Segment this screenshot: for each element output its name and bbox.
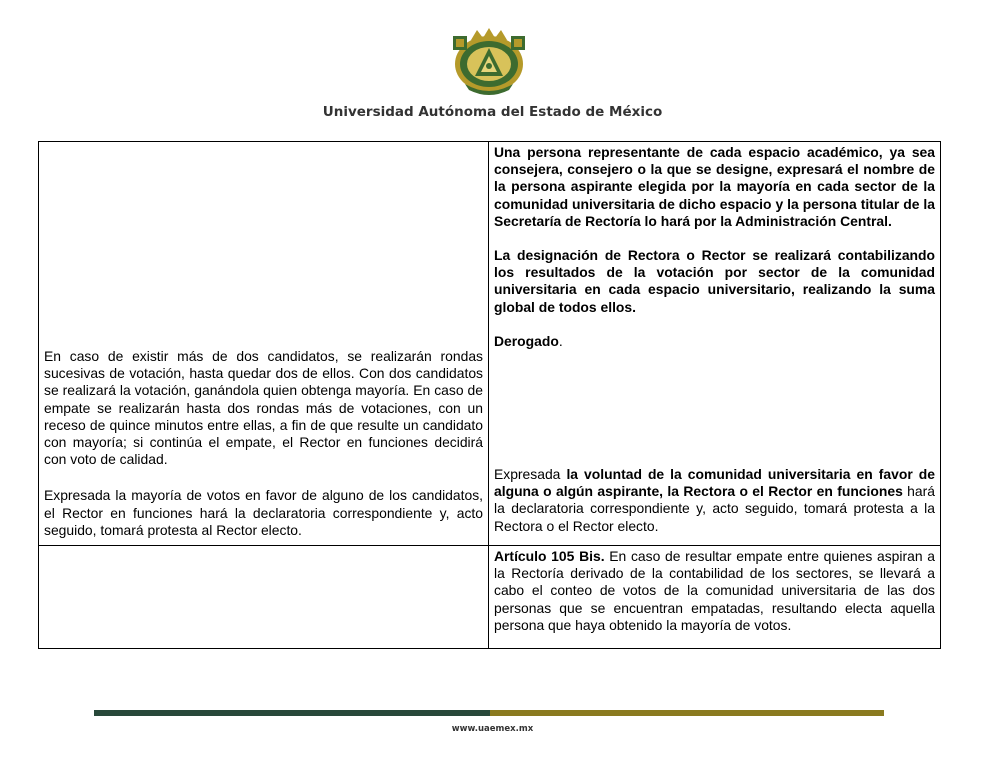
comparison-table	[38, 141, 941, 649]
paragraph-proposed-designation: La designación de Rectora o Rector se realizará contabilizando los resultados de la votación por sector de la comunidad universitaria en cada espacio universitario, realizando la suma global de todos ellos.	[494, 247, 935, 315]
table-cell-current-empty	[39, 546, 489, 649]
table-row	[39, 546, 941, 649]
paragraph-proposed-declaration: Expresada la voluntad de la comunidad universitaria en favor de alguna o algún aspirante, la Rectora o el Rector en funciones hará la declaratoria correspondiente y, acto seguido, tomará protesta a la Rectora o el Rector electo.	[494, 466, 935, 534]
paragraph-proposed-repealed: Derogado.	[494, 332, 563, 349]
table-cell-current-text	[39, 142, 489, 546]
table-cell-proposed-article	[489, 546, 941, 649]
paragraph-article-105-bis: Artículo 105 Bis. En caso de resultar empate entre quienes aspiran a la Rectoría derivado de la contabilidad de los sectores, se llevará a cabo el conteo de votos de la comunidad universitaria de las dos personas que se encuentran empatadas, resultando electa aquella persona que haya obtenido la mayoría de votos.	[494, 548, 935, 633]
paragraph-current-declaration: Expresada la mayoría de votos en favor de alguno de los candidatos, el Rector en funciones hará la declaratoria correspondiente y, acto seguido, tomará protesta al Rector electo.	[44, 487, 483, 538]
paragraph-proposed-representative: Una persona representante de cada espacio académico, ya sea consejera, consejero o la que se designe, expresará el nombre de la persona aspirante elegida por la mayoría en cada sector de la comunidad universitaria de dicho espacio y la persona titular de la Secretaría de Rectoría lo hará por la Administración Central.	[494, 144, 935, 229]
document-header	[0, 0, 985, 130]
university-name: Universidad Autónoma del Estado de México	[322, 104, 663, 120]
university-seal-logo	[449, 26, 529, 96]
table-row	[39, 142, 941, 546]
footer-website-url: www.uaemex.mx	[451, 724, 534, 734]
footer-green-line	[94, 710, 490, 716]
footer-gold-line	[490, 710, 884, 716]
paragraph-current-rounds: En caso de existir más de dos candidatos, se realizarán rondas sucesivas de votación, hasta quedar dos de ellos. Con dos candidatos se realizará la votación, ganándola quien obtenga mayoría. En caso de empate se realizarán hasta dos rondas más de votaciones, con un receso de quince minutos entre ellas, a fin de que resulte un candidato con mayoría; si continúa el empate, el Rector en funciones decidirá con voto de calidad.	[44, 348, 483, 468]
article-label: Artículo 105 Bis.	[494, 548, 605, 565]
table-cell-proposed-text	[489, 142, 941, 546]
